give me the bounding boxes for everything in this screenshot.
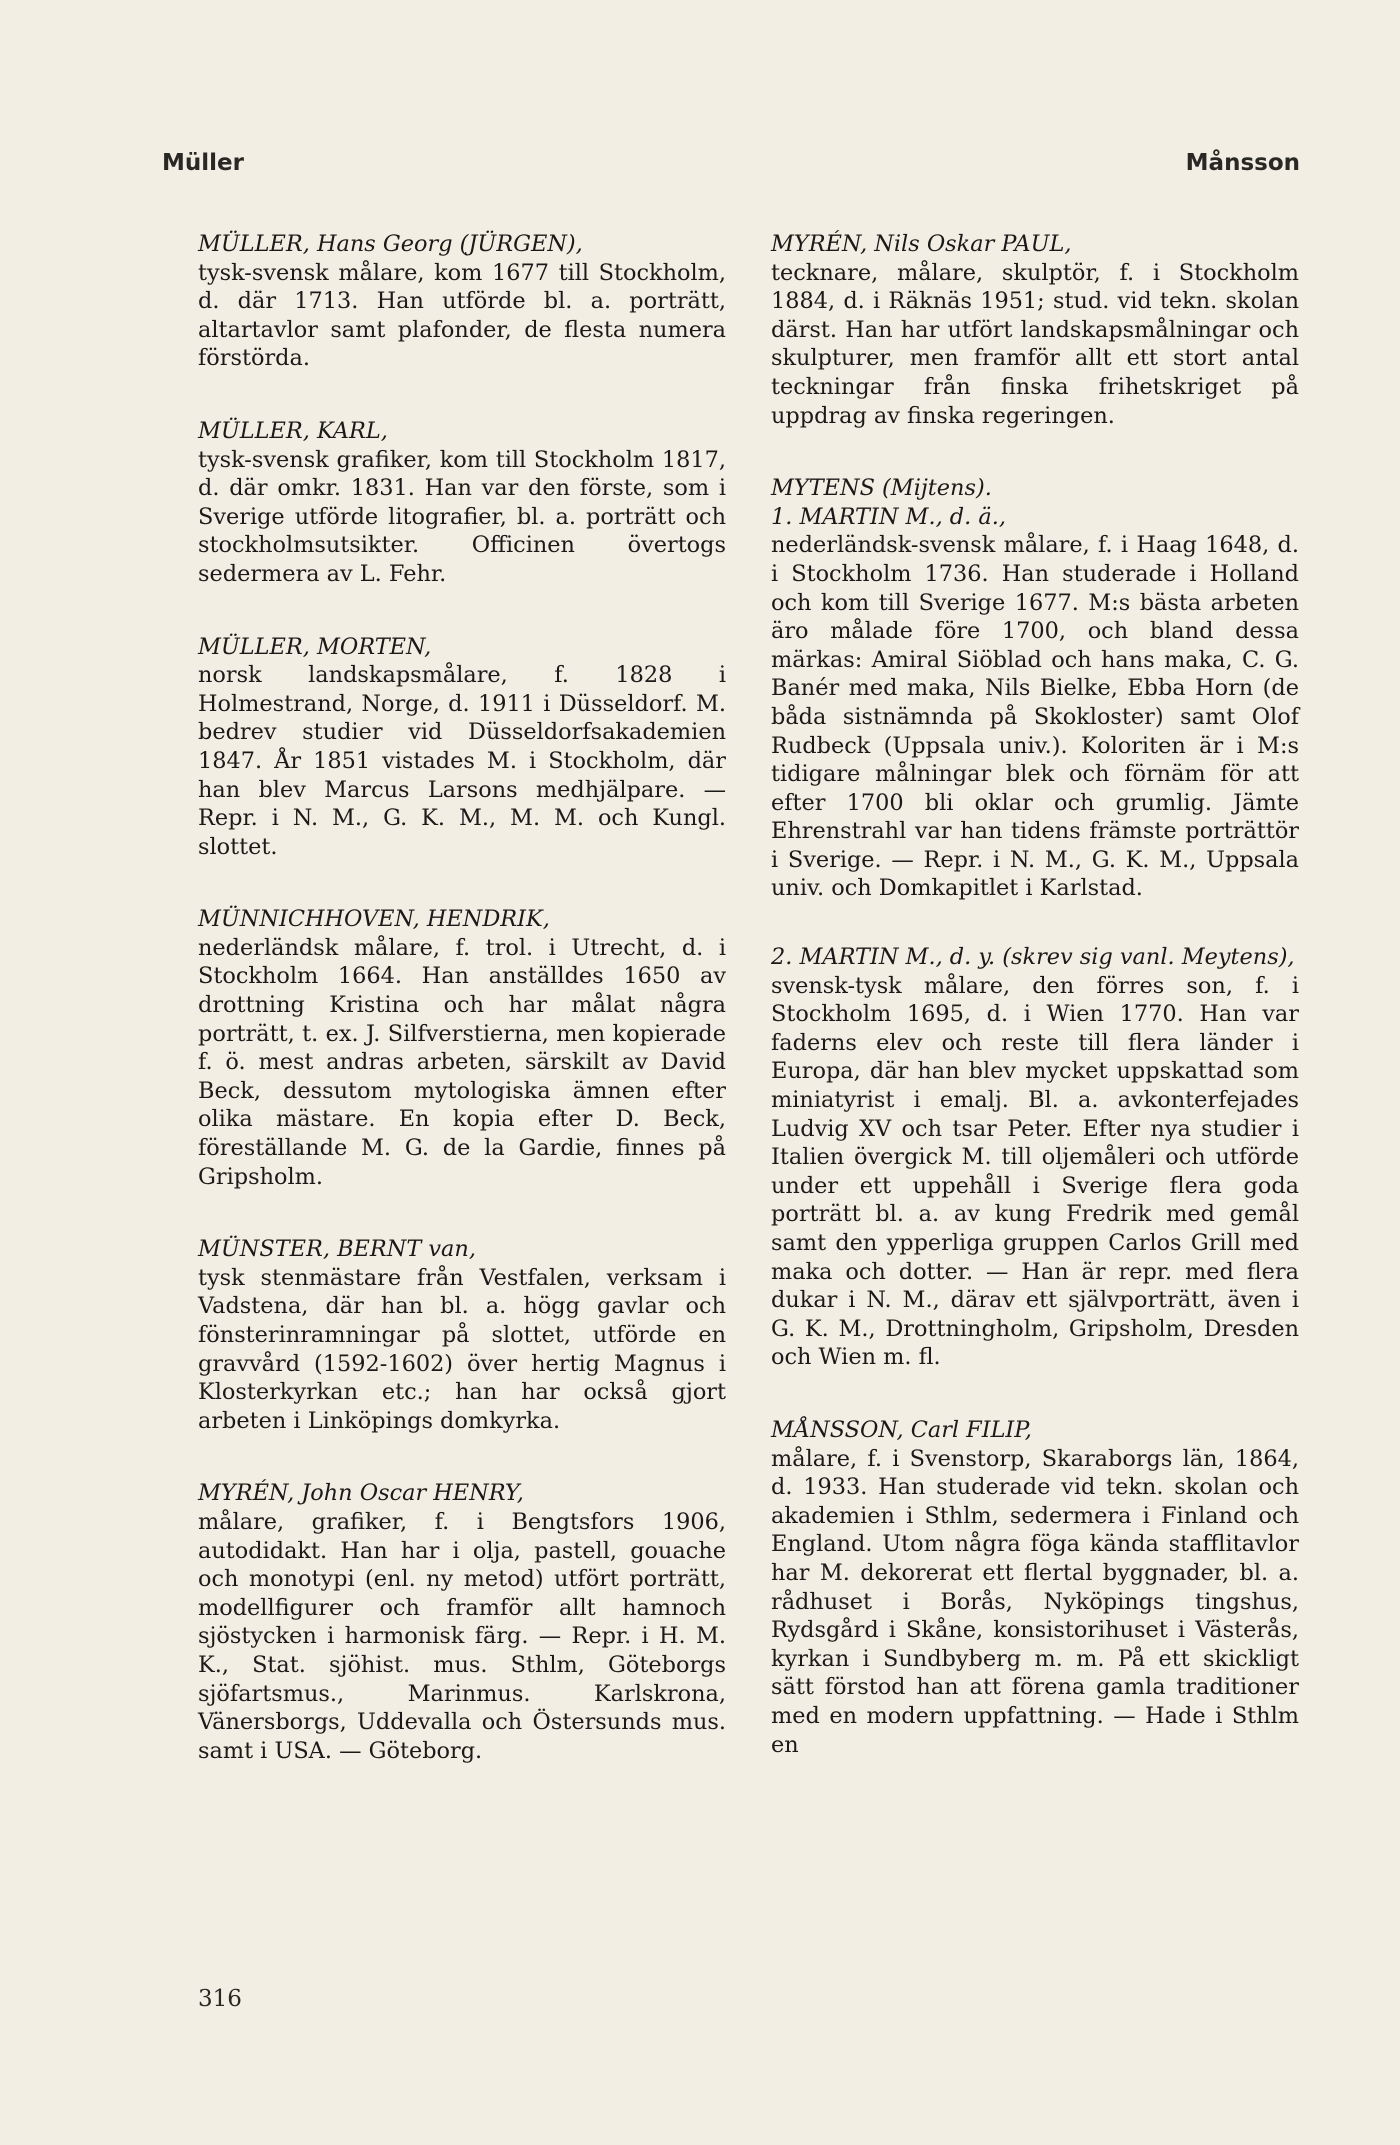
entry-body: nederländsk målare, f. trol. i Utrecht, d. i Stockholm 1664. Han anställdes 1650 av drottning Kristina och har målat några porträtt, t. ex. J. Silfverstierna, men kopierade f. ö. mest andras arbeten, särskilt av David Beck, dessutom mytologiska ämnen efter olika mästare. En kopia efter D. Beck, föreställande M. G. de la Gardie, finnes på Gripsholm. — [198, 934, 726, 1190]
subentry — [771, 943, 1299, 1372]
entry-heading: MÜLLER, MORTEN, — [198, 633, 432, 660]
subentry-heading: 2. MARTIN M., d. y. (skrev sig vanl. Meytens), — [771, 944, 1295, 971]
entry — [198, 633, 726, 862]
entry-heading: MYTENS (Mijtens). — [771, 475, 992, 502]
entry-heading: MÅNSSON, Carl FILIP, — [771, 1416, 1032, 1443]
running-head-right: Månsson — [1185, 150, 1300, 176]
subentry-body: svensk-tysk målare, den förres son, f. i Stockholm 1695, d. i Wien 1770. Han var faderns elev och reste till flera länder i Europa, där han blev mycket uppskattad som miniatyrist i emalj. Bl. a. avkonterfejades Ludvig XV och tsar Peter. Efter nya studier i Italien övergick M. till oljemåleri och utförde under ett uppehåll i Sverige flera goda porträtt bl. a. av kung Fredrik med gemål samt den ypperliga gruppen Carlos Grill med maka och dotter. — Han är repr. med flera dukar i N. M., därav ett självporträtt, även i G. K. M., Drottningholm, Gripsholm, Dresden och Wien m. fl. — [771, 972, 1299, 1371]
subentry-body: nederländsk-svensk målare, f. i Haag 1648, d. i Stockholm 1736. Han studerade i Holland och kom till Sverige 1677. M:s bästa arbeten äro målade före 1700, och bland dessa märkas: Amiral Siöblad och hans maka, C. G. Banér med maka, Nils Bielke, Ebba Horn (de båda sistnämnda på Skokloster) samt Olof Rudbeck (Uppsala univ.). Koloriten är i M:s tidigare målningar blek och förnäm för att efter 1700 bli oklar och grumlig. Jämte Ehrenstrahl var han tidens främste porträttör i Sverige. — Repr. i N. M., G. K. M., Uppsala univ. och Domkapitlet i Karlstad. — [771, 532, 1299, 902]
entry — [771, 1416, 1299, 1759]
entry-heading: MÜLLER, KARL, — [198, 417, 388, 444]
subentry — [771, 503, 1299, 903]
entry — [198, 230, 726, 373]
entry-body: norsk landskapsmålare, f. 1828 i Holmestrand, Norge, d. 1911 i Düsseldorf. M. bedrev studier vid Düsseldorfsakademien 1847. År 1851 vistades M. i Stockholm, där han blev Marcus Larsons medhjälpare. — Repr. i N. M., G. K. M., M. M. och Kungl. slottet. — [198, 662, 726, 860]
entry-body: tysk-svensk grafiker, kom till Stockholm 1817, d. där omkr. 1831. Han var den förste, som i Sverige utförde litografier, bl. a. porträtt och stockholmsutsikter. Officinen övertogs sedermera av L. Fehr. — [198, 446, 726, 587]
entry — [198, 905, 726, 1191]
entry-body: målare, f. i Svenstorp, Skaraborgs län, 1864, d. 1933. Han studerade vid tekn. skolan och akademien i Sthlm, sedermera i Finland och England. Utom några föga kända stafflitavlor har M. dekorerat ett flertal byggnader, bl. a. rådhuset i Borås, Nyköpings tingshus, Rydsgård i Skåne, konsistorihuset i Västerås, kyrkan i Sundbyberg m. m. På ett skickligt sätt förstod han att förena gamla traditioner med en modern uppfattning. — Hade i Sthlm en — [771, 1445, 1299, 1758]
entry — [198, 1235, 726, 1435]
entry — [198, 1479, 726, 1765]
subentry-heading: 1. MARTIN M., d. ä., — [771, 503, 1006, 530]
entry-heading: MÜNNICHHOVEN, HENDRIK, — [198, 906, 550, 933]
entry-body: tecknare, målare, skulptör, f. i Stockholm 1884, d. i Räknäs 1951; stud. vid tekn. skolan därst. Han har utfört landskapsmålningar och skulpturer, men framför allt ett stort antal teckningar från finska frihetskriget på uppdrag av finska regeringen. — [771, 259, 1299, 429]
entry-heading: MYRÉN, John Oscar HENRY, — [198, 1480, 524, 1507]
entry-heading: MÜLLER, Hans Georg (JÜRGEN), — [198, 231, 583, 257]
page-number: 316 — [198, 1986, 242, 2012]
left-column — [198, 230, 726, 1765]
entry — [198, 417, 726, 589]
entry-heading: MÜNSTER, BERNT van, — [198, 1236, 476, 1263]
entry-body: tysk stenmästare från Vestfalen, verksam i Vadstena, där han bl. a. högg gavlar och fönsterinramningar på slottet, utförde en gravvård (1592-1602) över hertig Magnus i Klosterkyrkan etc.; han har också gjort arbeten i Linköpings domkyrka. — [198, 1264, 726, 1434]
entry — [771, 230, 1299, 430]
entry-heading: MYRÉN, Nils Oskar PAUL, — [771, 231, 1072, 257]
entry-mytens — [771, 474, 1299, 1372]
entry-body: tysk-svensk målare, kom 1677 till Stockholm, d. där 1713. Han utförde bl. a. porträtt, altartavlor samt plafonder, de flesta numera förstörda. — [198, 259, 726, 372]
entry-body: målare, grafiker, f. i Bengtsfors 1906, autodidakt. Han har i olja, pastell, gouache och monotypi (enl. ny metod) utfört porträtt, modellfigurer och framför allt hamnoch sjöstycken i harmonisk färg. — Repr. i H. M. K., Stat. sjöhist. mus. Sthlm, Göteborgs sjöfartsmus., Marinmus. Karlskrona, Vänersborgs, Uddevalla och Östersunds mus. samt i USA. — Göteborg. — [198, 1508, 726, 1764]
running-head-left: Müller — [162, 150, 244, 176]
right-column — [771, 230, 1299, 1759]
